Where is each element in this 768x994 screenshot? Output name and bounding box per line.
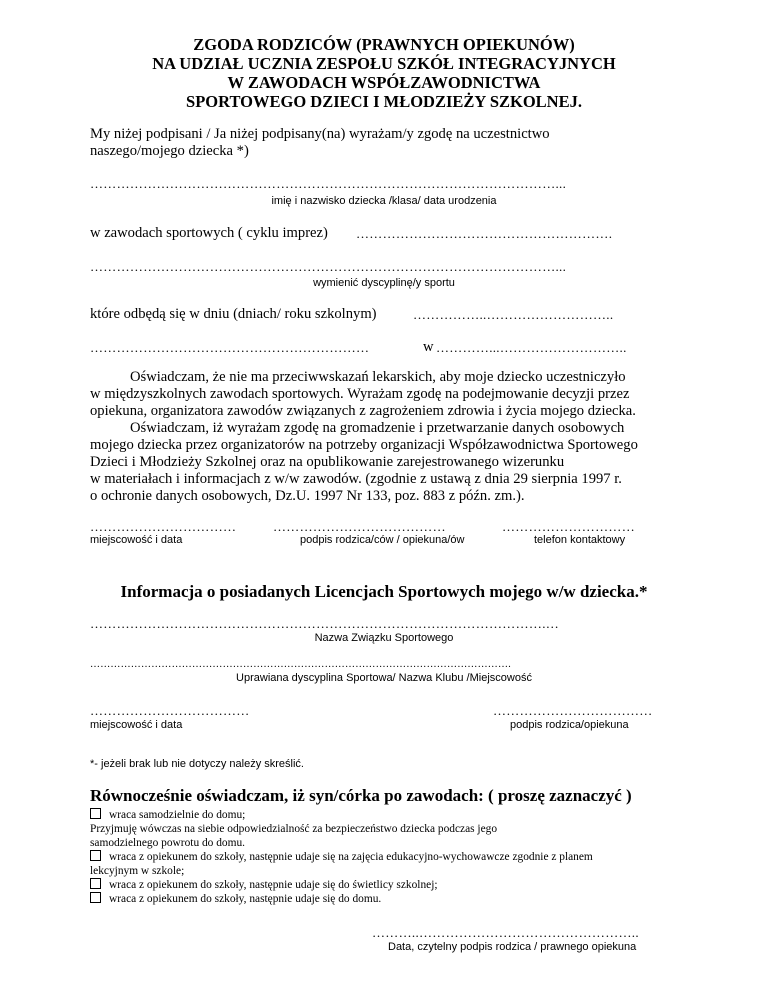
return-option-3[interactable] — [90, 878, 438, 892]
sig1-parent-field[interactable]: ………………………………… — [273, 519, 446, 534]
checkbox[interactable] — [90, 808, 101, 819]
declaration-line-5: mojego dziecka przez organizatorów na potrzeby organizacji Współzawodnictwa Sportowego — [90, 437, 638, 453]
child-name-field[interactable]: ……………………………………………………………………………………………... — [90, 176, 567, 191]
return-option-1-label: wraca samodzielnie do domu; — [109, 809, 246, 821]
return-option-4[interactable] — [90, 892, 381, 906]
title-line-4: SPORTOWEGO DZIECI I MŁODZIEŻY SZKOLNEJ. — [186, 92, 582, 111]
declaration-line-1: Oświadczam, że nie ma przeciwwskazań lekarskich, aby moje dziecko uczestniczyło — [130, 369, 626, 385]
intro-line-2: naszego/mojego dziecka *) — [90, 143, 249, 159]
declaration-line-2: w międzyszkolnych zawodach sportowych. Wyrażam zgodę na podejmowanie decyzji przez — [90, 386, 630, 402]
title-line-2: NA UDZIAŁ UCZNIA ZESPOŁU SZKÓŁ INTEGRACYJNYCH — [152, 54, 616, 73]
declaration-line-3: opiekuna, organizatora zawodów związanych z zagrożeniem zdrowia i życia mojego dziecka. — [90, 403, 636, 419]
declaration-line-7: w materiałach i informacjach z w/w zawodów. (zgodnie z ustawą z dnia 29 sierpnia 1997 r. — [90, 471, 622, 487]
return-option-2-label: wraca z opiekunem do szkoły, następnie udaje się na zajęcia edukacyjno-wychowawcze zgodnie z planem — [109, 851, 593, 863]
sig2-place-field[interactable]: ……………………………… — [90, 703, 250, 718]
final-signature-field[interactable]: ………..………………………………………….. — [372, 925, 639, 940]
sig2-place-caption: miejscowość i data — [90, 719, 183, 731]
place-field-left[interactable]: ……………………………………………………… — [90, 340, 370, 355]
sig2-parent-field[interactable]: ……………………………… — [493, 703, 653, 718]
sig1-place-caption: miejscowość i data — [90, 534, 183, 546]
return-option-1-note-1: Przyjmuję wówczas na siebie odpowiedzialność za bezpieczeństwo dziecka podczas jego — [90, 823, 498, 835]
place-w-label: w — [423, 339, 434, 355]
date-field[interactable]: ……………..……………………….. — [413, 307, 614, 322]
discipline-field[interactable]: ……………………………………………………………………………………………... — [90, 259, 567, 274]
return-option-1[interactable] — [90, 808, 245, 822]
checkbox[interactable] — [90, 878, 101, 889]
licence-heading: Informacja o posiadanych Licencjach Sportowych mojego w/w dziecka.* — [120, 582, 648, 601]
child-name-caption: imię i nazwisko dziecka /klasa/ data urodzenia — [271, 195, 497, 207]
title-line-1: ZGODA RODZICÓW (PRAWNYCH OPIEKUNÓW) — [193, 35, 575, 54]
return-option-1-note-2: samodzielnego powrotu do domu. — [90, 837, 246, 849]
declaration-line-6: Dzieci i Młodzieży Szkolnej oraz na opublikowanie zarejestrowanego wizerunku — [90, 454, 565, 470]
declaration-line-4: Oświadczam, iż wyrażam zgodę na gromadzenie i przetwarzanie danych osobowych — [130, 420, 625, 436]
date-label: które odbędą się w dniu (dniach/ roku szkolnym) — [90, 306, 377, 322]
licence-discipline-field[interactable]: ……………………………………………………………………………………………………………. — [90, 659, 511, 670]
licence-discipline-caption: Uprawiana dyscyplina Sportowa/ Nazwa Klubu /Miejscowość — [236, 672, 532, 684]
return-option-2-cont: lekcyjnym w szkole; — [90, 865, 185, 877]
return-option-3-label: wraca z opiekunem do szkoły, następnie udaje się do świetlicy szkolnej; — [109, 879, 438, 891]
event-field[interactable]: …………………………………………………. — [356, 226, 613, 241]
sig2-parent-caption: podpis rodzica/opiekuna — [510, 719, 629, 731]
checkbox[interactable] — [90, 850, 101, 861]
return-option-4-label: wraca z opiekunem do szkoły, następnie udaje się do domu. — [109, 893, 382, 905]
checkbox[interactable] — [90, 892, 101, 903]
return-heading: Równocześnie oświadczam, iż syn/córka po zawodach: ( proszę zaznaczyć ) — [90, 786, 632, 805]
footnote: *- jeżeli brak lub nie dotyczy należy skreślić. — [90, 758, 304, 770]
final-signature-caption: Data, czytelny podpis rodzica / prawnego opiekuna — [388, 941, 637, 953]
intro-line-1: My niżej podpisani / Ja niżej podpisany(na) wyrażam/y zgodę na uczestnictwo — [90, 126, 550, 142]
event-label: w zawodach sportowych ( cyklu imprez) — [90, 225, 328, 241]
sig1-place-field[interactable]: …………………………… — [90, 519, 237, 534]
return-option-2[interactable] — [90, 850, 593, 864]
discipline-caption: wymienić dyscyplinę/y sportu — [313, 277, 455, 289]
sig1-parent-caption: podpis rodzica/ców / opiekuna/ów — [300, 534, 465, 546]
title-line-3: W ZAWODACH WSPÓŁZAWODNICTWA — [227, 73, 541, 92]
place-field-right[interactable]: …………...……………………….. — [436, 340, 627, 355]
declaration-line-8: o ochronie danych osobowych, Dz.U. 1997 Nr 133, poz. 883 z późn. zm.). — [90, 488, 525, 504]
licence-association-caption: Nazwa Związku Sportowego — [314, 632, 454, 644]
licence-association-field[interactable]: ………………………………………………………………………………………….… — [90, 616, 560, 631]
sig1-phone-field[interactable]: ………………………… — [502, 519, 635, 534]
sig1-phone-caption: telefon kontaktowy — [534, 534, 626, 546]
